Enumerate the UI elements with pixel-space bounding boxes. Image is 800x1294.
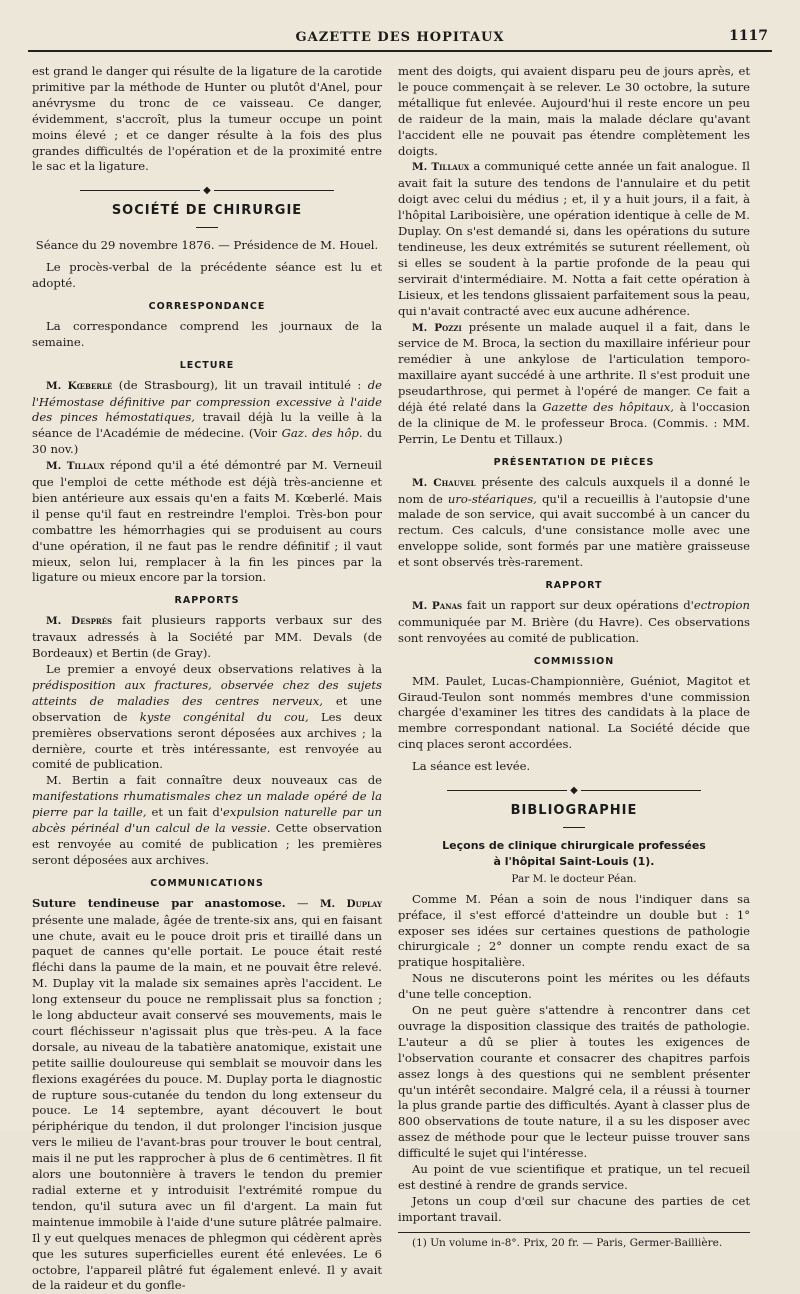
text-span: — <box>285 895 320 910</box>
book-author: Par M. le docteur Péan. <box>511 872 637 885</box>
premier-paragraph <box>32 662 382 773</box>
italic-span: kyste congénital du cou, <box>139 709 309 724</box>
chauvel-paragraph <box>398 475 750 571</box>
text-span: travail déjà lu la veille à la séance de l'Académie de médecine. (Voir <box>32 410 382 441</box>
text-span: à l'occasion de la clinique de M. le professeur Broca. (Commis. : MM. Perrin, Le Dentu et Tillaux.) <box>398 400 750 446</box>
intro-paragraph: est grand le danger qui résulte de la ligature de la carotide primitive par la méthode de Hunter ou plutôt d'Anel, pour anévrysme du tronc de ce vaisseau. Ce danger, évidemment, s'accroît, plus la tumeur occupe un point moins élevé ; et ce danger résulte à la fois des plus grandes difficultés de l'opération et de la proximité entre le sac et la ligature. <box>32 64 382 174</box>
heading-commission: COMMISSION <box>533 655 615 667</box>
italic-span: ectropion <box>693 598 750 612</box>
bertin-paragraph <box>32 773 382 868</box>
page-number: 1117 <box>729 28 768 44</box>
speaker-chauvel: M. Chauvel <box>412 476 476 489</box>
speaker-duplay: M. Duplay <box>319 897 382 910</box>
heading-communications: COMMUNICATIONS <box>150 877 264 889</box>
italic-span: Gaz. des hôp. <box>281 426 363 441</box>
italic-span: de l'Hémostase définitive par compression excessive à l'aide des pinces hémostatiques, <box>32 377 382 425</box>
left-column <box>32 64 382 1294</box>
right-column <box>398 64 750 1252</box>
proces-verbal: Le procès-verbal de la précédente séance est lu et adopté. <box>32 260 382 291</box>
text-span: présente des calculs auxquels il a donné le nom de <box>398 474 750 506</box>
book-title-line-1: Leçons de clinique chirurgicale professées <box>442 838 706 852</box>
text-span: Les deux premières observations seront déposées aux archives ; la dernière, courte et très intéressante, est renvoyée au comité de publication. <box>32 709 383 772</box>
biblio-paragraph-1: Comme M. Péan a soin de nous l'indiquer dans sa préface, il s'est efforcé d'atteindre un double but : 1° exposer ses idées sur certaines questions de pathologie chirurgicale ; 2° donner un compte rendu exact de sa pratique hospitalière. <box>398 891 750 970</box>
biblio-paragraph-4: Au point de vue scientifique et pratique, un tel recueil est destiné à rendre de grands service. <box>398 1162 750 1192</box>
lecture-paragraph <box>32 378 382 459</box>
commission-paragraph: MM. Paulet, Lucas-Championnière, Guéniot, Magitot et Giraud-Teulon sont nommés membres d'une commission chargée d'examiner les titres des candidats à la place de membre correspondant national. La Société décide que cinq places seront accordées. <box>398 673 750 752</box>
heading-rapport: RAPPORT <box>545 580 603 592</box>
biblio-paragraph-5: Jetons un coup d'œil sur chacune des parties de cet important travail. <box>398 1193 750 1224</box>
text-span: fait un rapport sur deux opérations d' <box>462 598 694 612</box>
suture-title: Suture tendineuse par anastomose. <box>32 895 286 910</box>
text-span: du 30 nov.) <box>32 426 383 457</box>
footnote-rule <box>398 1232 750 1233</box>
tillaux-paragraph <box>32 458 382 586</box>
footnote: (1) Un volume in-8°. Prix, 20 fr. — Paris, Germer-Baillière. <box>412 1236 723 1249</box>
text-span: présente un malade auquel il a fait, dans le service de M. Broca, la section du maxillaire inférieur pour remédier à une ankylose de l'articulation temporo-maxillaire ayant succédé à une arthrite. Il s'est produit une pseudarthrose, qui permet à l'opéré de manger. Ce fait a déjà été relaté dans la <box>398 319 751 415</box>
speaker-tillaux: M. Tillaux <box>46 460 105 473</box>
despres-paragraph <box>32 613 382 662</box>
text-span: Le premier a envoyé deux observations relatives à la <box>46 662 382 676</box>
speaker-tillaux: M. Tillaux <box>412 161 470 174</box>
text-span: communiquée par M. Brière (du Havre). Ces observations sont renvoyées au comité de publication. <box>398 614 750 645</box>
section-title-societe: SOCIÉTÉ DE CHIRURGIE <box>111 203 303 219</box>
heading-presentation: PRÉSENTATION DE PIÈCES <box>493 456 655 468</box>
speaker-panas: M. Panas <box>412 600 463 612</box>
italic-span: prédisposition aux fractures, observée chez des sujets atteints de maladies des centres nerveux, <box>32 677 382 708</box>
text-span: et un fait d' <box>146 805 224 820</box>
text-span: a communiqué cette année un fait analogue. Il avait fait la suture des tendons de l'annulaire et du petit doigt avec celui du médius ; et, il y a huit jours, il a fait, à l'hôpital Lariboisière, une opération identique à celle de M. Duplay. On s'est demandé si, dans les opérations du suture tendineuse, les deux extrémités se suturent réellement, où si elles se soudent à la partie profonde de la peau qui servirait d'intermédiaire. M. Notta a fait cette opération à Lisieux, et les tendons glissaient parfaitement sous la peau, qui n'avait contracté avec eux aucune adhérence. <box>398 159 750 318</box>
heading-correspondance: CORRESPONDANCE <box>148 300 266 312</box>
text-span: qu'il a recueillis à l'autopsie d'une malade de son service, qui avait succombé à un cancer du rectum. Ces calculs, d'une consistance molle avec une enveloppe solide, sont formés par une matière graisseuse et sont observés très-rarement. <box>398 491 750 570</box>
running-title: GAZETTE DES HOPITAUX <box>295 30 505 45</box>
text-span: M. Bertin a fait connaître deux nouveaux cas de <box>46 773 382 788</box>
pozzi-paragraph <box>398 320 750 448</box>
biblio-paragraph-2: Nous ne discuterons point les mérites ou les défauts d'une telle conception. <box>398 971 750 1002</box>
book-title-line-2: à l'hôpital Saint-Louis (1). <box>493 854 655 868</box>
text-span: Cette observation est renvoyée au comité de publication ; les premières seront déposées aux archives. <box>32 821 382 867</box>
panas-paragraph <box>398 598 750 647</box>
text-span: répond qu'il a été démontré par M. Verneuil que l'emploi de cette méthode est déjà très-ancienne et bien antérieure aux essais qu'en a faits M. Kœberlé. Mais il pense qu'il faut en restreindre l'emploi. Très-bon pour combattre les hémorrhagies qui se produisent au cours d'une opération, il ne faut pas le rendre définitif ; il vaut mieux, selon lui, remplacer à la fin les pinces par la ligature ou mieux encore par la torsion. <box>32 458 382 585</box>
continued-paragraph: ment des doigts, qui avaient disparu peu de jours après, et le pouce commençait à se relever. Le 30 octobre, la suture métallique fut enlevée. Aujourd'hui il reste encore un peu de raideur de la main, mais la malade déclare qu'avant l'accident elle ne pouvait pas étendre complètement les doigts. <box>398 64 750 158</box>
correspondance-text: La correspondance comprend les journaux de la semaine. <box>32 318 382 349</box>
heading-lecture: LECTURE <box>179 359 235 371</box>
italic-span: manifestations rhumatismales chez un malade opéré de la pierre par la taille, <box>32 789 382 820</box>
suture-paragraph <box>32 896 382 1294</box>
seance-levee: La séance est levée. <box>412 759 531 774</box>
section-ornament: ◆ <box>32 185 382 197</box>
speaker-pozzi: M. Pozzi <box>412 321 462 334</box>
italic-span: Gazette des hôpitaux, <box>542 400 674 415</box>
text-span: présente une malade, âgée de trente-six ans, qui en faisant une chute, avait eu le pouce droit pris et tiraillé dans un paquet de cannes qu'elle portait. Le pouce était resté fléchi dans la paume de la main, et ne pouvait être relevé. M. Duplay vit la malade six semaines après l'accident. Le long extenseur du pouce ne remplissait plus sa fonction ; le long abducteur avait conservé ses mouvements, mais le court fléchisseur n'agissait plus que très-peu. A la face dorsale, au niveau de la tabatière anatomique, existait une petite saillie douloureuse qui semblait se mouvoir dans les flexions exagérées du pouce. M. Duplay porta le diagnostic de rupture sous-cutanée du tendon du long extenseur du pouce. Le 14 septembre, ayant découvert le bout périphérique du tendon, il dut prolonger l'incision jusque vers le milieu de l'avant-bras pour trouver le bout central, mais il ne put les rapprocher à plus de 6 centimètres. Il fit alors une boutonnière à travers le tendon du premier radial externe et y introduisit l'extrémité rompue du tendon, qu'il sutura avec un fil d'argent. La main fut maintenue immobile à l'aide d'une suture plâtrée palmaire. Il y eut quelques menaces de phlegmon qui cédèrent après que les sutures superficielles eurent été enlevées. Le 6 octobre, l'appareil plâtré fut également enlevé. Il y avait de la raideur et du gonfle- <box>32 912 382 1293</box>
tillaux2-paragraph <box>398 159 750 319</box>
biblio-paragraph-3: On ne peut guère s'attendre à rencontrer dans cet ouvrage la disposition classique des traités de pathologie. L'auteur a dû se plier à toutes les exigences de l'observation courante et consacrer des chapitres parfois assez longs à des questions qui ne semblent présenter qu'un intérêt secondaire. Malgré cela, il a réussi à tourner la plus grande partie des difficultés. Ayant à classer plus de 800 observations de toute nature, il a su les disposer avec assez de méthode pour que le lecteur puisse trouver sans difficulté le sujet qui l'intéresse. <box>398 1003 750 1161</box>
italic-span: uro-stéariques, <box>447 491 537 506</box>
title-rule <box>563 827 585 828</box>
section-ornament: ◆ <box>398 785 750 797</box>
italic-span: expulsion naturelle par un abcès périnéal d'un calcul de la vessie. <box>32 805 383 836</box>
title-rule <box>196 227 218 228</box>
section-title-bibliographie: BIBLIOGRAPHIE <box>510 803 638 819</box>
page-header <box>28 20 772 52</box>
text-span: fait plusieurs rapports verbaux sur des travaux adressés à la Société par MM. Devals (de Bordeaux) et Bertin (de Gray). <box>32 613 382 661</box>
speaker-despres: M. Després <box>46 615 113 628</box>
seance-line: Séance du 29 novembre 1876. — Présidence de M. Houel. <box>35 238 379 253</box>
heading-rapports: RAPPORTS <box>174 595 240 607</box>
text-span: et une observation de <box>32 693 383 724</box>
text-span: (de Strasbourg), lit un travail intitulé : <box>112 377 368 392</box>
speaker-koeberle: M. Kœberlé <box>46 379 113 392</box>
